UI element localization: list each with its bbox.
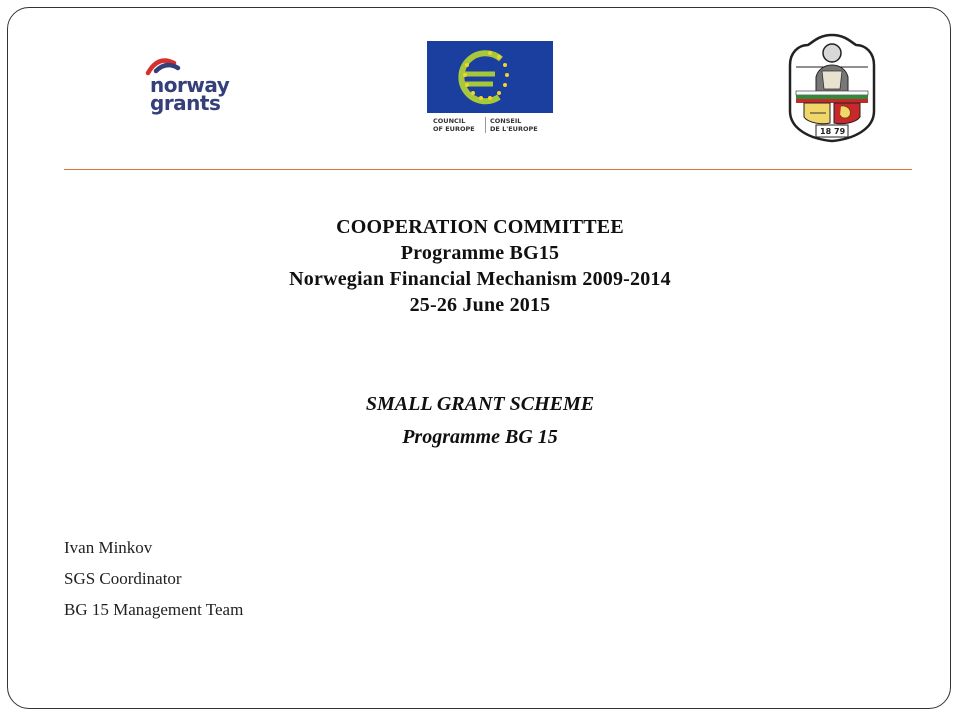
subtitle-programme: Programme BG 15	[402, 426, 558, 448]
title-block	[0, 214, 960, 318]
title-mechanism: Norwegian Financial Mechanism 2009-2014	[289, 268, 671, 290]
presenter-name: Ivan Minkov	[64, 538, 153, 557]
norway-grants-word2: grants	[150, 91, 221, 115]
coe-fr-line1: CONSEIL	[490, 117, 522, 125]
subtitle-scheme: SMALL GRANT SCHEME	[365, 393, 595, 415]
norway-grants-word1: norway	[150, 73, 230, 97]
coe-caption-fr	[485, 117, 542, 133]
university-crest-logo	[786, 33, 878, 143]
title-committee: COOPERATION COMMITTEE	[336, 216, 624, 238]
coe-caption	[433, 117, 553, 133]
title-date: 25-26 June 2015	[409, 294, 551, 316]
presenter-block	[64, 532, 243, 625]
coe-emblem-icon	[427, 41, 553, 113]
crest-shield-icon	[786, 33, 878, 143]
subtitle-block	[0, 390, 960, 451]
header-divider	[64, 169, 912, 170]
presenter-team: BG 15 Management Team	[64, 600, 244, 619]
council-of-europe-logo	[427, 41, 553, 137]
title-programme: Programme BG15	[400, 242, 560, 264]
presenter-role: SGS Coordinator	[64, 569, 182, 588]
coe-flag	[427, 41, 553, 113]
coe-caption-en	[433, 117, 485, 133]
norway-grants-logo	[140, 55, 250, 125]
coe-fr-line2: DE L'EUROPE	[490, 125, 538, 133]
coe-en-line2: OF EUROPE	[433, 125, 475, 133]
crest-year-left: 18	[820, 127, 832, 136]
coe-en-line1: COUNCIL	[433, 117, 466, 125]
crest-year-right: 79	[834, 127, 846, 136]
